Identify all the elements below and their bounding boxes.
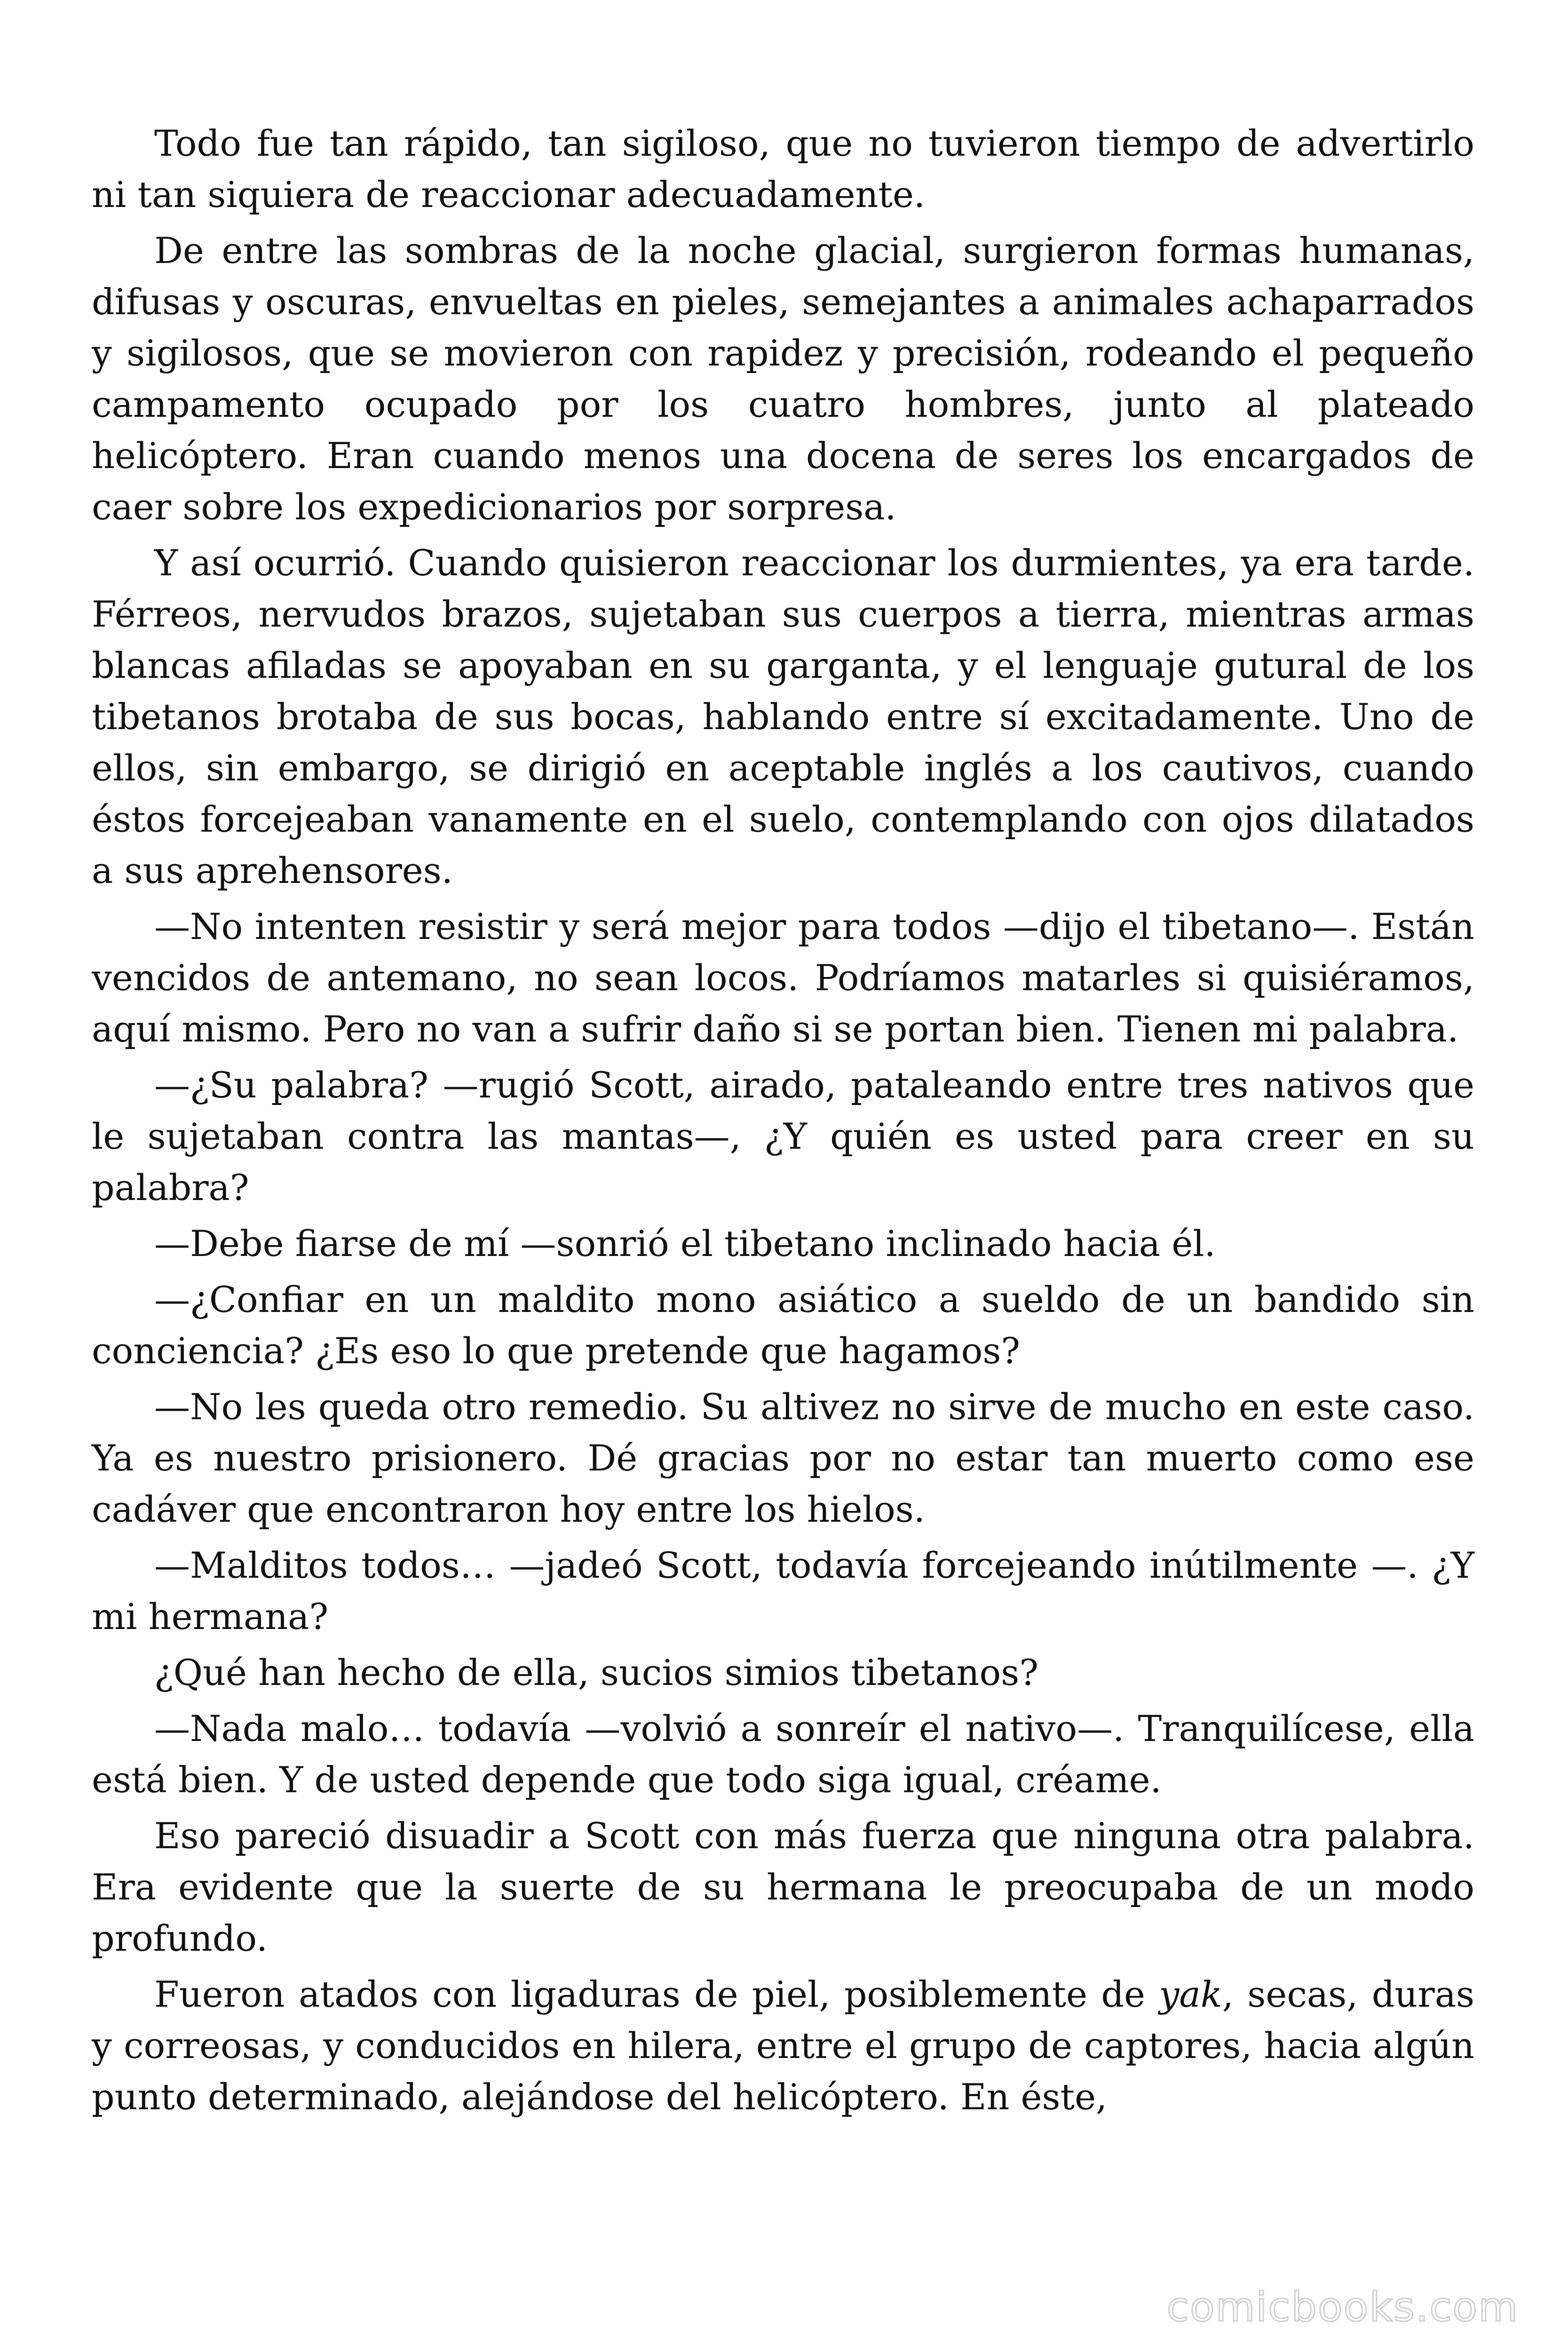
paragraph-last: [92, 1969, 1474, 2122]
paragraph: —¿Su palabra? —rugió Scott, airado, pataleando entre tres nativos que le sujetaban contra las mantas—, ¿Y quién es usted para creer en su palabra?: [92, 1064, 1474, 1208]
text-run: , secas, duras y correosas, y conducidos en hilera, entre el grupo de captores, hacia algún punto determinado, alejándose del helicóptero. En éste,: [92, 1973, 1475, 2118]
paragraph: ¿Qué han hecho de ella, sucios simios tibetanos?: [154, 1652, 1038, 1693]
paragraph: Todo fue tan rápido, tan sigiloso, que no tuvieron tiempo de advertirlo ni tan siquiera de reaccionar adecuadamente.: [92, 122, 1474, 215]
paragraph: —No intenten resistir y será mejor para todos —dijo el tibetano—. Están vencidos de antemano, no sean locos. Podríamos matarles si quisiéramos, aquí mismo. Pero no van a sufrir daño si se portan bien. Tienen mi palabra.: [92, 906, 1474, 1050]
paragraph: Y así ocurrió. Cuando quisieron reaccionar los durmientes, ya era tarde. Férreos, nervudos brazos, sujetaban sus cuerpos a tierra, mientras armas blancas afiladas se apoyaban en su garganta, y el lenguaje gutural de los tibetanos brotaba de sus bocas, hablando entre sí excitadamente. Uno de ellos, sin embargo, se dirigió en aceptable inglés a los cautivos, cuando éstos forcejeaban vanamente en el suelo, contemplando con ojos dilatados a sus aprehensores.: [92, 542, 1474, 891]
text-run: Fueron atados con ligaduras de piel, posiblemente de: [154, 1973, 1159, 2015]
paragraph: —Debe fiarse de mí —sonrió el tibetano inclinado hacia él.: [154, 1223, 1216, 1264]
emphasis-word: yak: [1159, 1973, 1222, 2015]
paragraph: —No les queda otro remedio. Su altivez no sirve de mucho en este caso. Ya es nuestro prisionero. Dé gracias por no estar tan muerto como ese cadáver que encontraron hoy entre los hielos.: [92, 1386, 1474, 1530]
paragraph: De entre las sombras de la noche glacial, surgieron formas humanas, difusas y oscuras, envueltas en pieles, semejantes a animales achaparrados y sigilosos, que se movieron con rapidez y precisión, rodeando el pequeño campamento ocupado por los cuatro hombres, junto al plateado helicóptero. Eran cuando menos una docena de seres los encargados de caer sobre los expedicionarios por sorpresa.: [92, 230, 1474, 528]
paragraph: Eso pareció disuadir a Scott con más fuerza que ninguna otra palabra. Era evidente que la suerte de su hermana le preocupaba de un modo profundo.: [92, 1815, 1474, 1959]
paragraph: —Malditos todos… —jadeó Scott, todavía forcejeando inútilmente —. ¿Y mi hermana?: [92, 1544, 1474, 1637]
page-body: [92, 118, 1474, 2127]
paragraph: —Nada malo… todavía —volvió a sonreír el nativo—. Tranquilícese, ella está bien. Y de usted depende que todo siga igual, créame.: [92, 1708, 1474, 1801]
paragraph: —¿Confiar en un maldito mono asiático a sueldo de un bandido sin conciencia? ¿Es eso lo que pretende que hagamos?: [92, 1279, 1474, 1372]
watermark: comicbooks.com: [1166, 2284, 1519, 2331]
